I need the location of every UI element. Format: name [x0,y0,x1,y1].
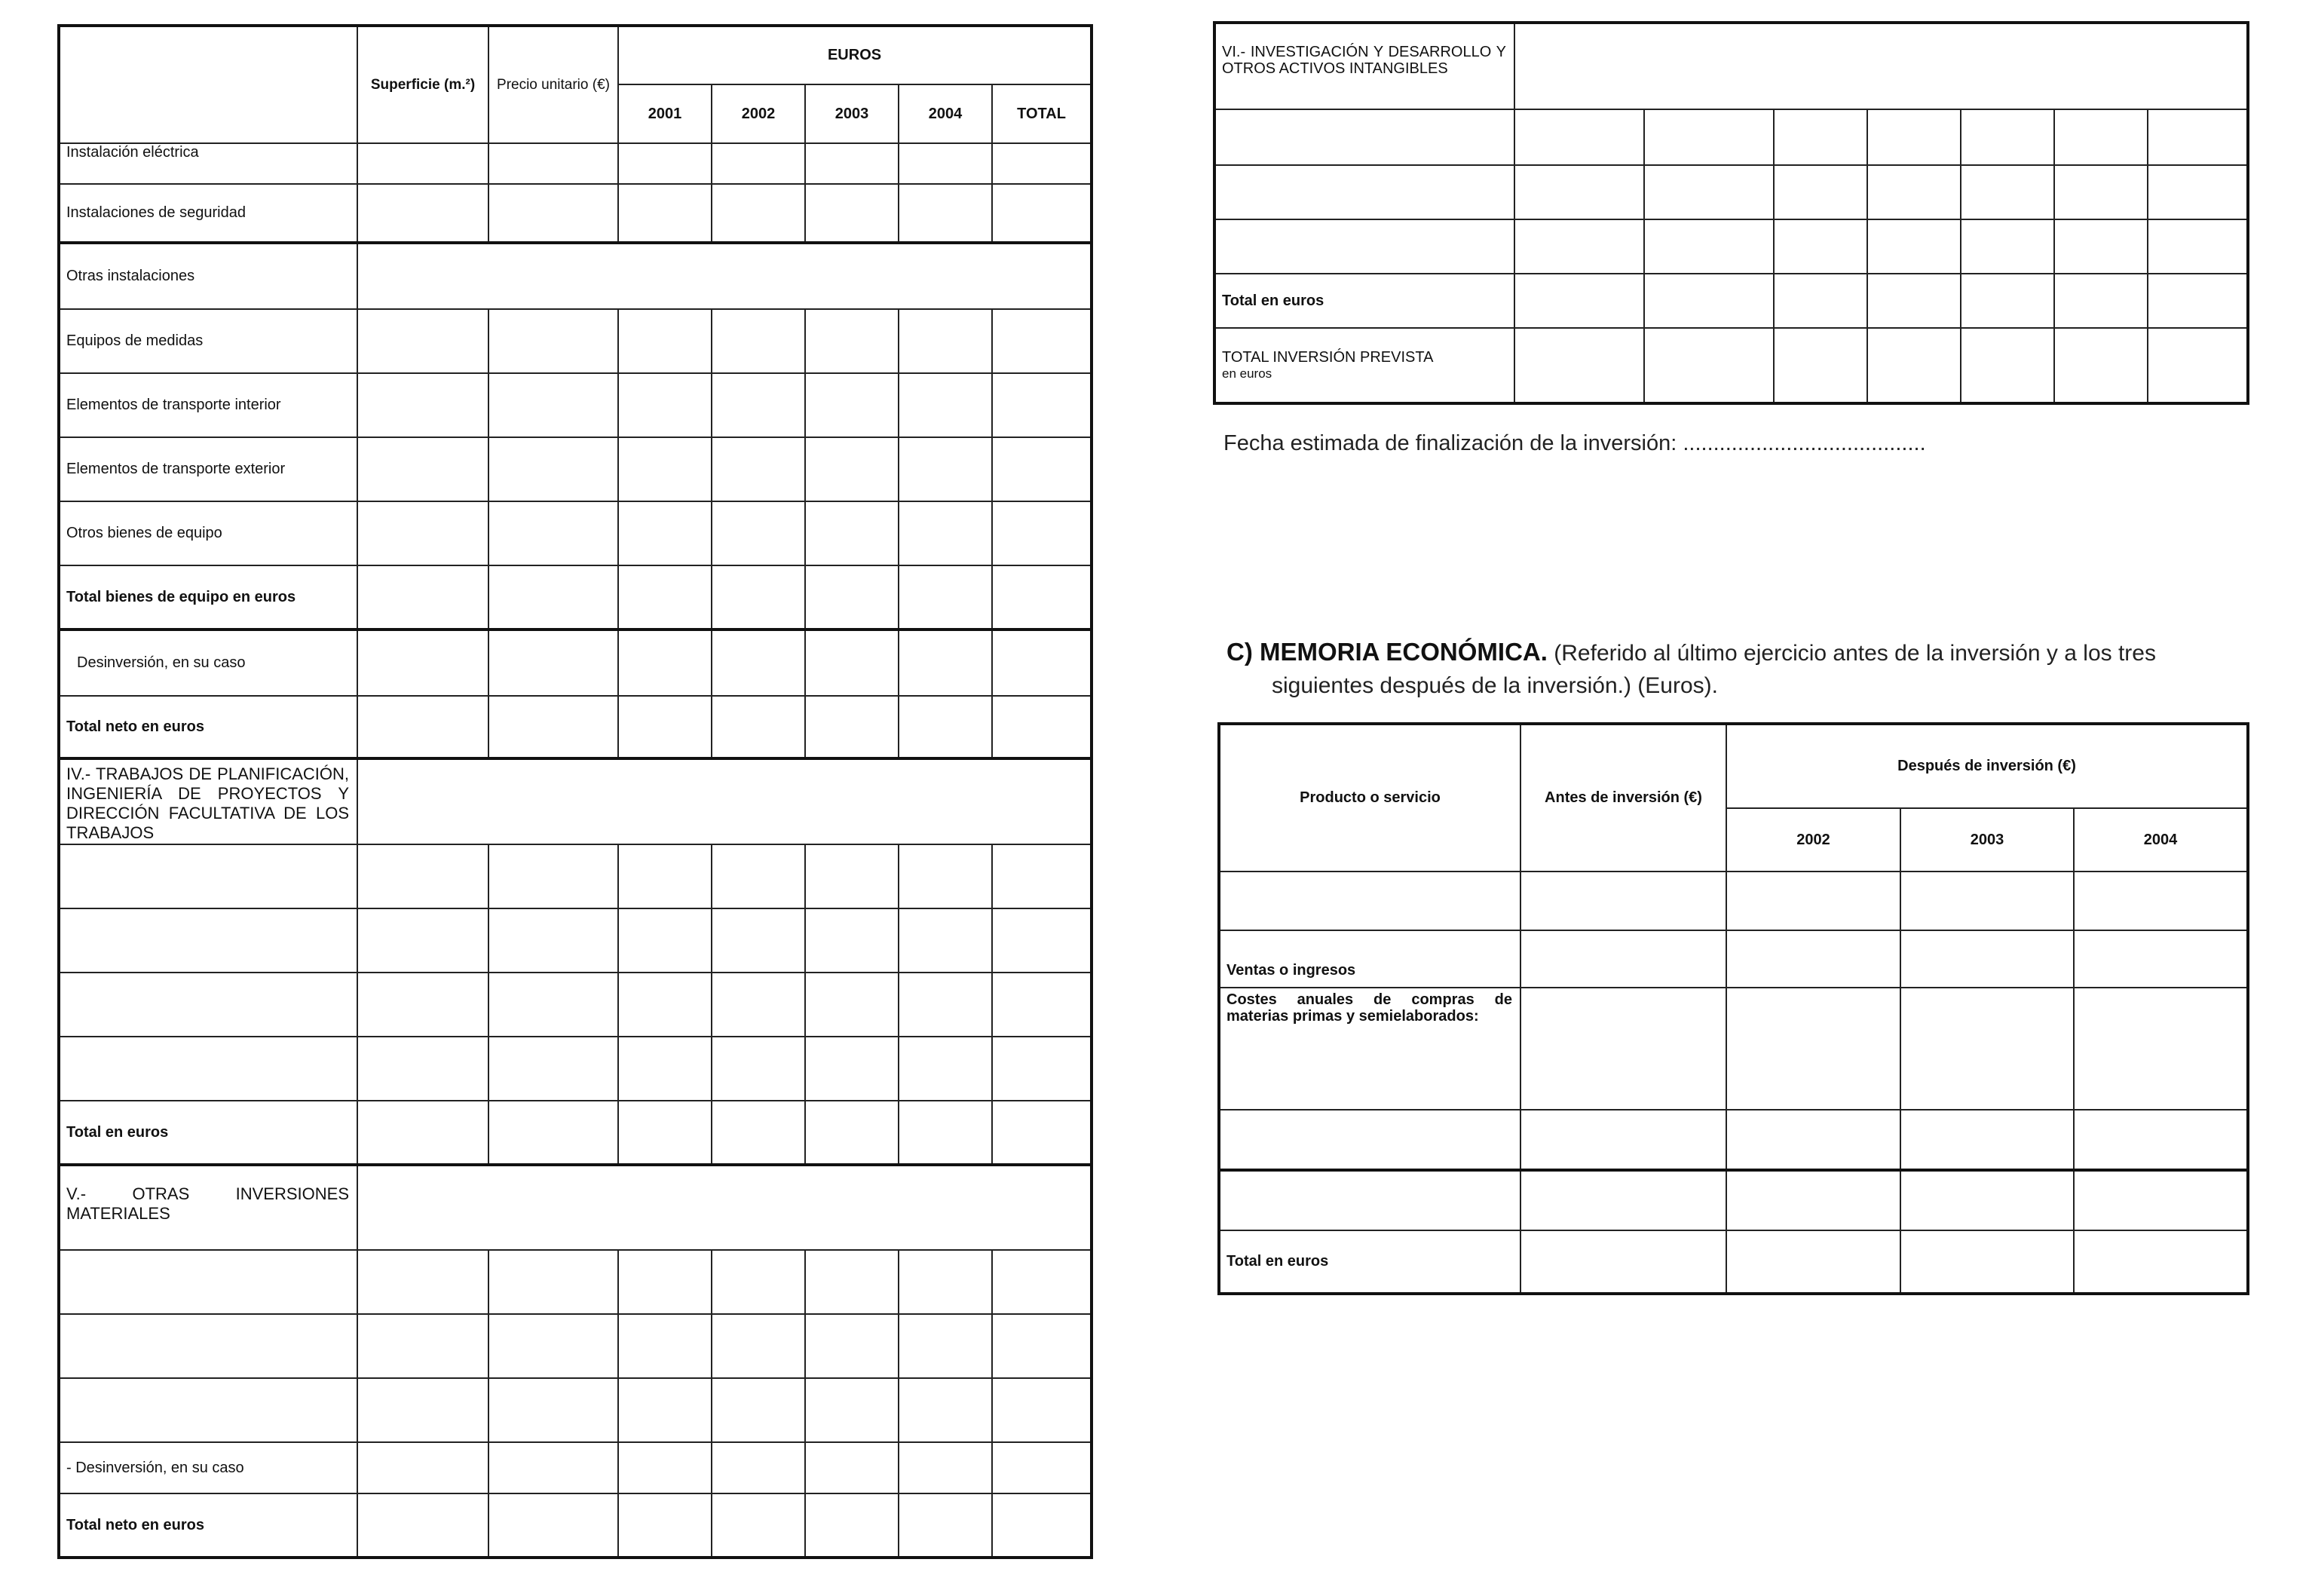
input-cell[interactable] [805,973,899,1037]
input-cell[interactable] [712,309,805,373]
input-cell[interactable] [1514,165,1644,219]
input-cell[interactable] [488,309,618,373]
input-cell[interactable] [992,309,1092,373]
input-cell[interactable] [899,844,992,908]
input-cell[interactable] [1961,274,2054,328]
input-cell[interactable] [899,1250,992,1314]
table-row [1214,274,2248,328]
merged-cell[interactable] [357,243,1092,309]
input-cell[interactable] [618,373,712,437]
input-cell[interactable] [1520,1110,1726,1170]
input-cell[interactable] [59,1314,357,1378]
input-cell[interactable] [992,630,1092,696]
input-cell[interactable] [1961,219,2054,274]
input-cell[interactable] [805,184,899,243]
input-cell[interactable] [1867,274,1961,328]
input-cell[interactable] [618,1442,712,1493]
table-row [59,243,1092,309]
table-row [59,1101,1092,1165]
input-cell[interactable] [618,1250,712,1314]
input-cell[interactable] [805,1378,899,1442]
table-row [59,1314,1092,1378]
row-label: - Desinversión, en su caso [59,1442,357,1493]
input-cell[interactable] [357,1314,488,1378]
input-cell[interactable] [618,696,712,758]
input-cell[interactable] [805,373,899,437]
input-cell[interactable] [712,1378,805,1442]
input-cell[interactable] [992,565,1092,630]
input-cell[interactable] [899,1037,992,1101]
input-cell[interactable] [1726,1110,1900,1170]
input-cell[interactable] [2148,274,2248,328]
input-cell[interactable] [805,1442,899,1493]
input-cell[interactable] [1900,1110,2074,1170]
input-cell[interactable] [59,1250,357,1314]
input-cell[interactable] [712,973,805,1037]
input-cell[interactable] [805,501,899,565]
merged-cell[interactable] [357,1165,1092,1250]
input-cell[interactable] [488,696,618,758]
input-cell[interactable] [618,1101,712,1165]
input-cell[interactable] [899,373,992,437]
total-inversion-line1: TOTAL INVERSIÓN PREVISTA [1222,348,1434,366]
input-cell[interactable] [712,1442,805,1493]
row-label: Elementos de transporte interior [59,373,357,437]
row-label: Otros bienes de equipo [59,501,357,565]
input-cell[interactable] [1520,872,1726,930]
input-cell[interactable] [899,437,992,501]
table-row [59,1378,1092,1442]
input-cell[interactable] [357,696,488,758]
input-cell[interactable] [1219,1170,1520,1230]
table-row [1214,109,2248,165]
input-cell[interactable] [712,844,805,908]
input-cell[interactable] [1726,1170,1900,1230]
input-cell[interactable] [488,143,618,184]
input-cell[interactable] [1520,988,1726,1110]
input-cell[interactable] [357,973,488,1037]
input-cell[interactable] [1961,109,2054,165]
input-cell[interactable] [488,184,618,243]
input-cell[interactable] [2148,219,2248,274]
row-label: Total bienes de equipo en euros [59,565,357,630]
input-cell[interactable] [1514,328,1644,403]
input-cell[interactable] [992,501,1092,565]
table-row [59,1250,1092,1314]
input-cell[interactable] [1867,219,1961,274]
despues-header: Después de inversión (€) [1726,724,2248,808]
table-row [59,437,1092,501]
input-cell[interactable] [1514,219,1644,274]
year-header-2001: 2001 [618,84,712,143]
table-row [59,844,1092,908]
table-row [59,309,1092,373]
input-cell[interactable] [992,184,1092,243]
input-cell[interactable] [59,844,357,908]
table-row [59,143,1092,184]
table-row [1219,930,2248,988]
input-cell[interactable] [357,1378,488,1442]
row-label: Total neto en euros [59,696,357,758]
input-cell[interactable] [357,844,488,908]
input-cell[interactable] [992,1101,1092,1165]
input-cell[interactable] [357,143,488,184]
input-cell[interactable] [357,630,488,696]
input-cell[interactable] [992,1442,1092,1493]
input-cell[interactable] [357,309,488,373]
input-cell[interactable] [618,908,712,973]
input-cell[interactable] [357,908,488,973]
table-row [59,373,1092,437]
input-cell[interactable] [805,437,899,501]
input-cell[interactable] [712,184,805,243]
antes-header: Antes de inversión (€) [1520,724,1726,872]
input-cell[interactable] [1520,1230,1726,1294]
table-row [59,973,1092,1037]
input-cell[interactable] [2074,872,2248,930]
input-cell[interactable] [1726,988,1900,1110]
table-row [59,1037,1092,1101]
input-cell[interactable] [899,908,992,973]
section-row [59,1165,1092,1250]
input-cell[interactable] [1726,930,1900,988]
input-cell[interactable] [1520,930,1726,988]
producto-header: Producto o servicio [1219,724,1520,872]
input-cell[interactable] [59,1378,357,1442]
memoria-text2: siguientes después de la inversión.) (Euros). [1272,673,1718,698]
input-cell[interactable] [618,844,712,908]
input-cell[interactable] [488,1314,618,1378]
input-cell[interactable] [1867,328,1961,403]
input-cell[interactable] [618,184,712,243]
input-cell[interactable] [1900,988,2074,1110]
input-cell[interactable] [712,143,805,184]
input-cell[interactable] [1644,219,1774,274]
row-label: Instalaciones de seguridad [59,184,357,243]
input-cell[interactable] [488,437,618,501]
section-row [1214,23,2248,109]
input-cell[interactable] [992,1250,1092,1314]
table-row [1214,328,2248,403]
input-cell[interactable] [488,1101,618,1165]
input-cell[interactable] [357,501,488,565]
section-iv-title: IV.- TRABAJOS DE PLANIFICACIÓN, INGENIERÍA DE PROYECTOS Y DIRECCIÓN FACULTATIVA DE LOS TRABAJOS [59,758,357,844]
input-cell[interactable] [1514,274,1644,328]
input-cell[interactable] [2148,165,2248,219]
year-header-2002: 2002 [1726,808,1900,872]
row-label: Elementos de transporte exterior [59,437,357,501]
input-cell[interactable] [1774,274,1867,328]
input-cell[interactable] [899,1378,992,1442]
input-cell[interactable] [805,1037,899,1101]
input-cell[interactable] [1214,109,1514,165]
input-cell[interactable] [805,143,899,184]
input-cell[interactable] [488,1378,618,1442]
input-cell[interactable] [618,973,712,1037]
input-cell[interactable] [899,143,992,184]
input-cell[interactable] [1867,109,1961,165]
input-cell[interactable] [805,1493,899,1558]
year-header-2004: 2004 [899,84,992,143]
input-cell[interactable] [2148,109,2248,165]
input-cell[interactable] [712,437,805,501]
input-cell[interactable] [712,1037,805,1101]
input-cell[interactable] [1644,165,1774,219]
input-cell[interactable] [899,1101,992,1165]
input-cell[interactable] [805,844,899,908]
input-cell[interactable] [618,1037,712,1101]
input-cell[interactable] [2054,109,2148,165]
input-cell[interactable] [805,1250,899,1314]
input-cell[interactable] [488,908,618,973]
input-cell[interactable] [899,565,992,630]
input-cell[interactable] [992,696,1092,758]
input-cell[interactable] [899,1442,992,1493]
input-cell[interactable] [618,565,712,630]
input-cell[interactable] [899,1314,992,1378]
input-cell[interactable] [618,501,712,565]
merged-cell[interactable] [1514,23,2248,109]
input-cell[interactable] [59,908,357,973]
corner-cell [59,26,357,143]
input-cell[interactable] [488,844,618,908]
input-cell[interactable] [805,565,899,630]
input-cell[interactable] [712,1101,805,1165]
input-cell[interactable] [1219,1110,1520,1170]
input-cell[interactable] [488,973,618,1037]
total-inversion-label [1214,328,1514,403]
row-label: Total en euros [1214,274,1514,328]
input-cell[interactable] [488,1037,618,1101]
input-cell[interactable] [618,309,712,373]
input-cell[interactable] [357,184,488,243]
section-row [59,758,1092,844]
input-cell[interactable] [2074,1230,2248,1294]
input-cell[interactable] [488,501,618,565]
input-cell[interactable] [992,143,1092,184]
memoria-economica-heading [1226,636,2309,702]
input-cell[interactable] [712,373,805,437]
input-cell[interactable] [1644,328,1774,403]
input-cell[interactable] [618,143,712,184]
input-cell[interactable] [1726,1230,1900,1294]
row-label: Total en euros [1219,1230,1520,1294]
input-cell[interactable] [488,565,618,630]
input-cell[interactable] [1514,109,1644,165]
memoria-text1: (Referido al último ejercicio antes de la inversión y a los tres [1554,641,2156,666]
input-cell[interactable] [1774,328,1867,403]
input-cell[interactable] [899,630,992,696]
row-label: Desinversión, en su caso [59,630,357,696]
input-cell[interactable] [1644,109,1774,165]
input-cell[interactable] [1961,165,2054,219]
input-cell[interactable] [1961,328,2054,403]
table-row [59,565,1092,630]
input-cell[interactable] [1520,1170,1726,1230]
memoria-line1 [1226,636,2309,669]
row-label: Equipos de medidas [59,309,357,373]
input-cell[interactable] [618,1493,712,1558]
input-cell[interactable] [1774,109,1867,165]
input-cell[interactable] [1214,165,1514,219]
superficie-header: Superficie (m.²) [357,26,488,143]
memoria-title: C) MEMORIA ECONÓMICA. [1226,638,1548,666]
input-cell[interactable] [712,630,805,696]
row-label: Otras instalaciones [59,243,357,309]
input-cell[interactable] [1774,219,1867,274]
input-cell[interactable] [899,696,992,758]
row-label: Total en euros [59,1101,357,1165]
input-cell[interactable] [2074,1170,2248,1230]
input-cell[interactable] [1214,219,1514,274]
input-cell[interactable] [1644,274,1774,328]
input-cell[interactable] [2074,930,2248,988]
table-row [59,696,1092,758]
input-cell[interactable] [1900,872,2074,930]
input-cell[interactable] [618,1378,712,1442]
input-cell[interactable] [2054,219,2148,274]
euros-header: EUROS [618,26,1092,84]
input-cell[interactable] [805,908,899,973]
input-cell[interactable] [899,973,992,1037]
input-cell[interactable] [59,973,357,1037]
input-cell[interactable] [805,1101,899,1165]
investment-table-vi [1213,21,2249,405]
year-header-2002: 2002 [712,84,805,143]
input-cell[interactable] [992,908,1092,973]
input-cell[interactable] [488,1250,618,1314]
input-cell[interactable] [618,630,712,696]
input-cell[interactable] [618,1314,712,1378]
input-cell[interactable] [992,1378,1092,1442]
input-cell[interactable] [357,1101,488,1165]
input-cell[interactable] [2054,165,2148,219]
input-cell[interactable] [357,437,488,501]
year-header-2004: 2004 [2074,808,2248,872]
input-cell[interactable] [805,309,899,373]
fecha-finalizacion-field[interactable]: Fecha estimada de finalización de la inversión: ........................................ [1223,431,1926,455]
input-cell[interactable] [899,184,992,243]
input-cell[interactable] [357,373,488,437]
input-cell[interactable] [992,437,1092,501]
input-cell[interactable] [59,1037,357,1101]
input-cell[interactable] [2054,328,2148,403]
input-cell[interactable] [992,373,1092,437]
memoria-economica-table [1217,722,2249,1295]
input-cell[interactable] [712,696,805,758]
table-row [1219,1110,2248,1170]
table-row [1219,1230,2248,1294]
precio-header: Precio unitario (€) [488,26,618,143]
input-cell[interactable] [712,908,805,973]
table-row [59,908,1092,973]
input-cell[interactable] [992,1037,1092,1101]
input-cell[interactable] [805,1314,899,1378]
input-cell[interactable] [1900,1170,2074,1230]
input-cell[interactable] [488,1442,618,1493]
year-header-2003: 2003 [1900,808,2074,872]
table-row [59,630,1092,696]
input-cell[interactable] [1219,872,1520,930]
input-cell[interactable] [712,565,805,630]
input-cell[interactable] [805,630,899,696]
input-cell[interactable] [992,973,1092,1037]
input-cell[interactable] [2074,988,2248,1110]
input-cell[interactable] [488,1493,618,1558]
input-cell[interactable] [357,1037,488,1101]
total-header: TOTAL [992,84,1092,143]
input-cell[interactable] [712,1250,805,1314]
merged-cell[interactable] [357,758,1092,844]
input-cell[interactable] [1726,872,1900,930]
input-cell[interactable] [992,1314,1092,1378]
table-row [59,1442,1092,1493]
row-label: Total neto en euros [59,1493,357,1558]
input-cell[interactable] [899,501,992,565]
table-row [1219,872,2248,930]
input-cell[interactable] [805,696,899,758]
input-cell[interactable] [488,630,618,696]
input-cell[interactable] [488,373,618,437]
row-label: Costes anuales de compras de materias primas y semielaborados: [1219,988,1520,1110]
total-inversion-line2: en euros [1222,366,1272,381]
table-row [59,184,1092,243]
investment-table-left [57,24,1093,1559]
input-cell[interactable] [618,437,712,501]
input-cell[interactable] [2074,1110,2248,1170]
input-cell[interactable] [899,309,992,373]
input-cell[interactable] [992,844,1092,908]
table-row [1219,988,2248,1110]
section-vi-title: VI.- INVESTIGACIÓN Y DESARROLLO Y OTROS ACTIVOS INTANGIBLES [1214,23,1514,109]
input-cell[interactable] [2148,328,2248,403]
input-cell[interactable] [1900,1230,2074,1294]
table-row [1214,165,2248,219]
input-cell[interactable] [357,565,488,630]
row-label: Ventas o ingresos [1219,930,1520,988]
table-row [59,1493,1092,1558]
table-row [1214,219,2248,274]
input-cell[interactable] [357,1250,488,1314]
input-cell[interactable] [1900,930,2074,988]
year-header-2003: 2003 [805,84,899,143]
table-row [1219,1170,2248,1230]
section-v-title: V.- OTRAS INVERSIONES MATERIALES [59,1165,357,1250]
input-cell[interactable] [712,501,805,565]
input-cell[interactable] [2054,274,2148,328]
table-row [59,501,1092,565]
input-cell[interactable] [992,1493,1092,1558]
input-cell[interactable] [1774,165,1867,219]
input-cell[interactable] [712,1493,805,1558]
input-cell[interactable] [357,1442,488,1493]
input-cell[interactable] [712,1314,805,1378]
input-cell[interactable] [899,1493,992,1558]
row-label: Instalación eléctrica [59,143,357,184]
input-cell[interactable] [1867,165,1961,219]
input-cell[interactable] [357,1493,488,1558]
